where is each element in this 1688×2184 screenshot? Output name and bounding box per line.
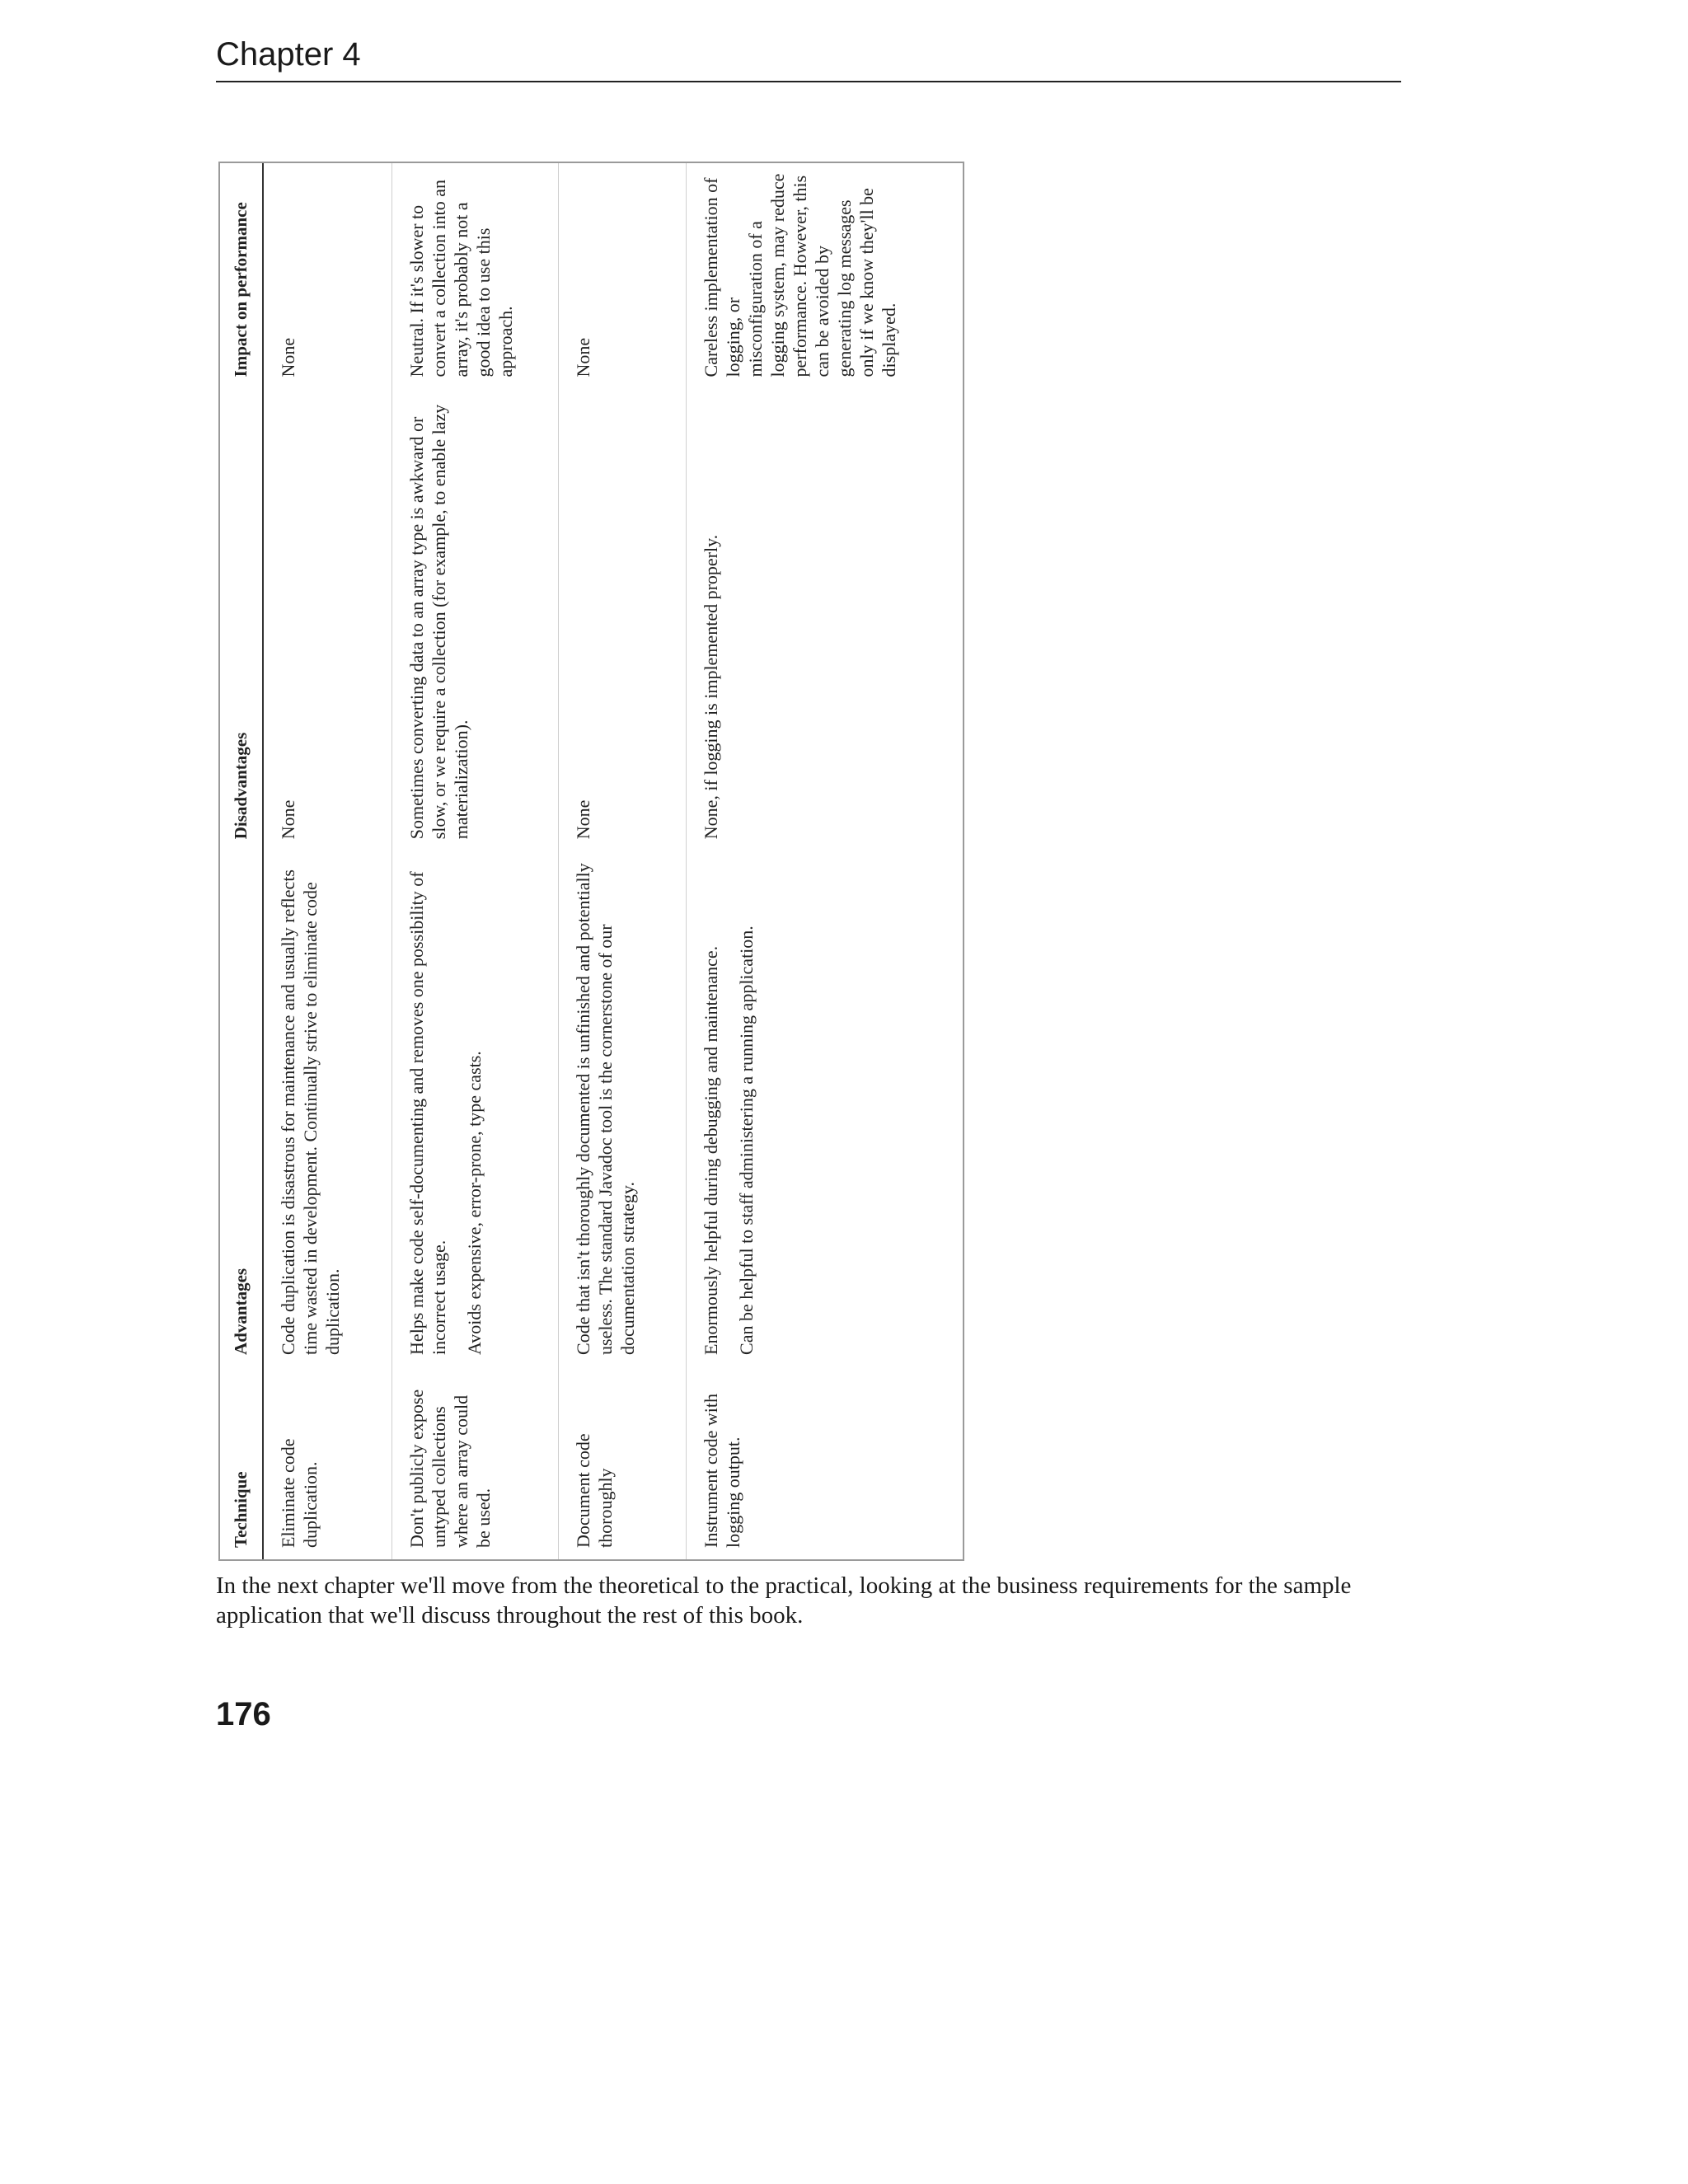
column-header-technique: Technique bbox=[220, 1366, 263, 1559]
technique-table bbox=[220, 163, 963, 1559]
column-header-impact: Impact on performance bbox=[220, 163, 263, 388]
body-paragraph: In the next chapter we'll move from the theoretical to the practical, looking at the business requirements for the sample application that we'll discuss throughout the rest of this book. bbox=[216, 1572, 1352, 1629]
advantages-paragraph: Enormously helpful during debugging and maintenance. bbox=[701, 945, 722, 1355]
chapter-header bbox=[216, 35, 1401, 82]
advantages-cell bbox=[558, 851, 686, 1366]
advantages-paragraph: Code that isn't thoroughly documented is unfinished and potentially useless. The standard Javadoc tool is the cornerstone of our documentation strategy. bbox=[572, 863, 638, 1355]
column-header-disadvantages: Disadvantages bbox=[220, 388, 263, 851]
table-row bbox=[263, 163, 392, 1559]
impact-cell: None bbox=[558, 163, 686, 388]
advantages-cell bbox=[392, 851, 558, 1366]
technique-cell: Instrument code with logging output. bbox=[701, 1394, 744, 1548]
advantages-paragraph: Code duplication is disastrous for maintenance and usually reflects time wasted in development. Continually strive to eliminate code duplication. bbox=[278, 869, 343, 1355]
disadvantages-cell: Sometimes converting data to an array type is awkward or slow, or we require a collection (for example, to enable lazy materialization). bbox=[392, 388, 558, 851]
technique-cell: Document code thoroughly bbox=[558, 1366, 686, 1559]
table-row bbox=[687, 163, 963, 1559]
impact-cell: Careless implementation of logging, or misconfiguration of a logging system, may reduce performance. However, this can be avoided by generating log messages only if we know they'll be displayed. bbox=[701, 173, 900, 377]
advantages-paragraph: Helps make code self-documenting and removes one possibility of incorrect usage. bbox=[406, 871, 449, 1355]
disadvantages-cell: None bbox=[558, 388, 686, 851]
advantages-cell bbox=[687, 851, 963, 1366]
table-row bbox=[392, 163, 558, 1559]
advantages-paragraph: Avoids expensive, error-prone, type casts. bbox=[463, 1051, 485, 1355]
impact-cell: Neutral. If it's slower to convert a collection into an array, it's probably not a good idea to use this approach. bbox=[392, 163, 558, 388]
chapter-title: Chapter 4 bbox=[216, 36, 361, 73]
disadvantages-cell: None bbox=[263, 388, 392, 851]
table-header-row bbox=[220, 163, 263, 1559]
rotated-table bbox=[220, 163, 963, 1559]
column-header-advantages: Advantages bbox=[220, 851, 263, 1366]
advantages-cell bbox=[263, 851, 392, 1366]
impact-cell: None bbox=[263, 163, 392, 388]
page-number: 176 bbox=[216, 1696, 271, 1732]
technique-cell: Don't publicly expose untyped collections where an array could be used. bbox=[392, 1366, 558, 1559]
technique-cell: Eliminate code duplication. bbox=[263, 1366, 392, 1559]
technique-table-frame bbox=[218, 162, 964, 1561]
advantages-paragraph: Can be helpful to staff administering a running application. bbox=[736, 926, 757, 1355]
disadvantages-cell: None, if logging is implemented properly. bbox=[701, 534, 722, 840]
table-row bbox=[558, 163, 686, 1559]
